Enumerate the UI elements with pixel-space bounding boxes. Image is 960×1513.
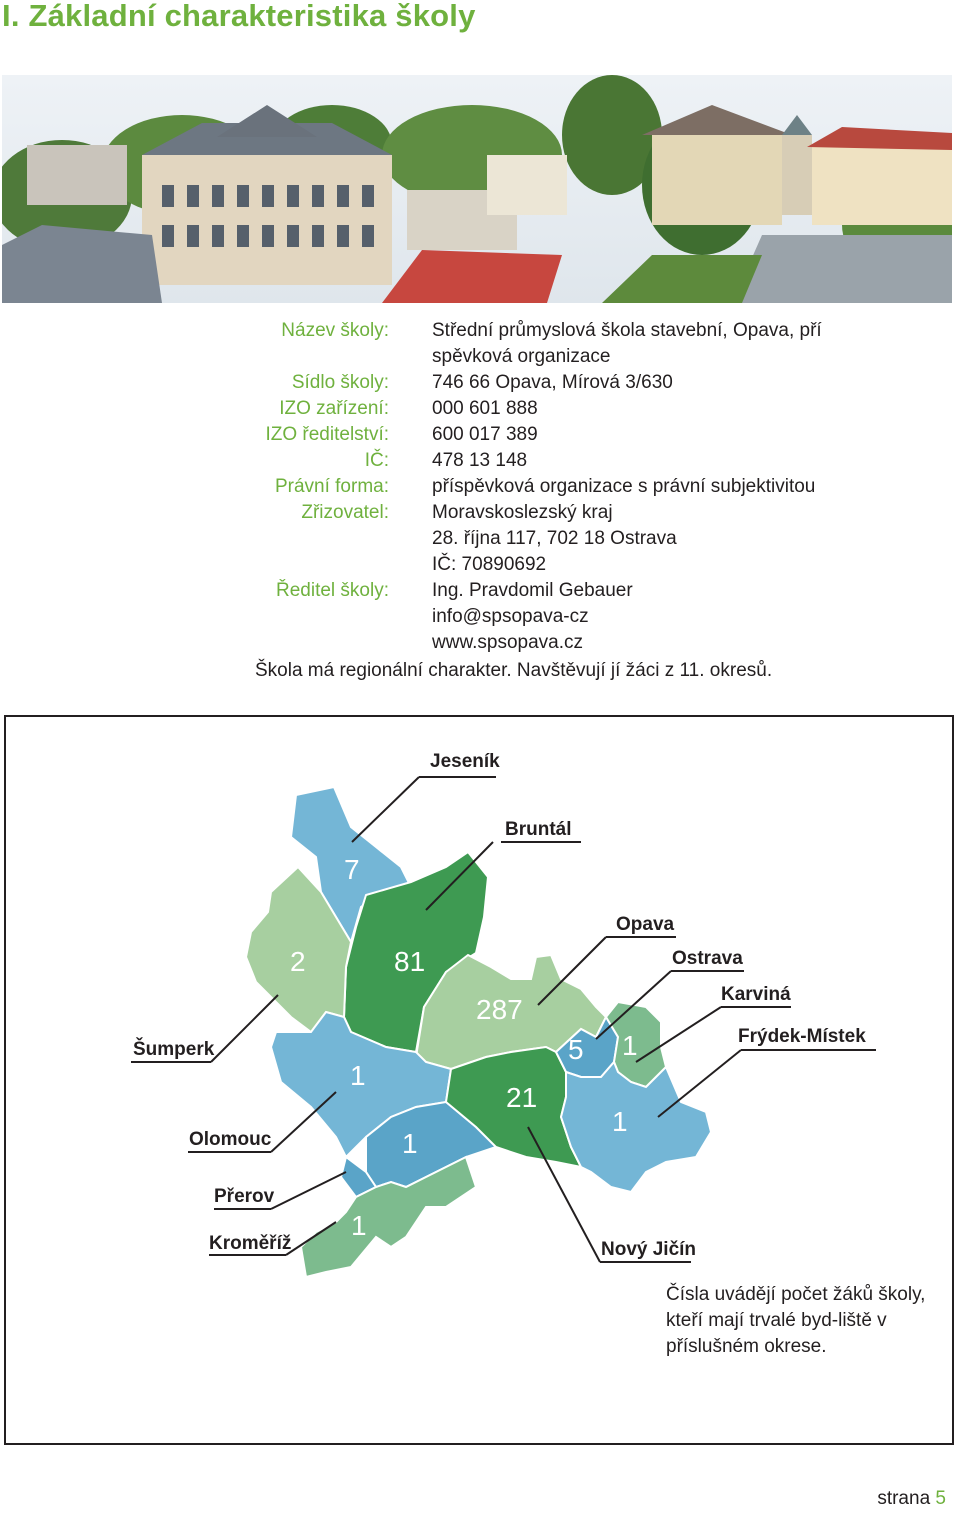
info-value: příspěvková organizace s právní subjektivitou (432, 476, 816, 497)
count-novy-jicin: 21 (506, 1082, 538, 1113)
info-label: Sídlo školy: (291, 372, 389, 393)
info-row (0, 370, 960, 396)
count-jesenik: 7 (344, 854, 360, 885)
label-karvina: Karviná (721, 984, 791, 1005)
label-prerov: Přerov (214, 1186, 275, 1207)
count-bruntal: 81 (394, 946, 426, 977)
info-row (0, 552, 960, 578)
info-row (0, 526, 960, 552)
page-heading: I. Základní charakteristika školy (2, 0, 476, 33)
info-value: Moravskoslezský kraj (432, 502, 613, 523)
info-row (0, 474, 960, 500)
info-value: IČ: 70890692 (432, 554, 547, 575)
label-ostrava: Ostrava (672, 948, 743, 969)
map-caption: Čísla uvádějí počet žáků školy, kteří mají trvalé byd-liště v příslušném okrese. (666, 1284, 926, 1357)
school-info (0, 318, 960, 656)
regional-note: Škola má regionální charakter. Navštěvují jí žáci z 11. okresů. (255, 660, 773, 681)
count-frydek-mistek: 1 (612, 1106, 628, 1137)
count-sumperk: 2 (290, 946, 306, 977)
label-opava: Opava (616, 914, 675, 935)
label-novy-jicin: Nový Jičín (601, 1239, 697, 1260)
info-label: Ředitel školy: (276, 580, 389, 601)
label-sumperk: Šumperk (133, 1039, 215, 1060)
footer-label: strana (877, 1488, 931, 1509)
school-photo (2, 75, 952, 303)
info-label: Název školy: (281, 320, 389, 341)
count-ostrava: 5 (568, 1034, 584, 1065)
label-bruntal: Bruntál (505, 819, 572, 840)
count-olomouc: 1 (350, 1060, 366, 1091)
label-jesenik: Jeseník (430, 751, 500, 772)
district-map (4, 715, 954, 1445)
info-value: 746 66 Opava, Mírová 3/630 (432, 372, 673, 393)
info-row (0, 396, 960, 422)
info-row (0, 422, 960, 448)
count-karvina: 1 (622, 1030, 638, 1061)
info-value: 000 601 888 (432, 398, 538, 419)
info-value: spěvková organizace (432, 346, 611, 367)
info-row (0, 500, 960, 526)
info-value: Ing. Pravdomil Gebauer (432, 580, 633, 601)
count-prerov: 1 (402, 1128, 418, 1159)
info-label: IZO zařízení: (279, 398, 389, 419)
label-olomouc: Olomouc (189, 1129, 272, 1150)
info-row (0, 344, 960, 370)
count-opava: 287 (476, 994, 523, 1025)
info-label: Právní forma: (274, 476, 389, 497)
info-row (0, 578, 960, 604)
info-row (0, 630, 960, 656)
info-value: 478 13 148 (432, 450, 528, 471)
info-label: Zřizovatel: (301, 502, 389, 523)
label-frydek-mistek: Frýdek-Místek (738, 1026, 866, 1047)
info-label: IZO ředitelství: (265, 424, 389, 445)
count-kromeriz: 1 (351, 1210, 367, 1241)
info-row (0, 604, 960, 630)
info-row (0, 448, 960, 474)
label-kromeriz: Kroměříž (209, 1233, 292, 1254)
info-value: www.spsopava.cz (432, 632, 584, 653)
info-value: info@spsopava-cz (432, 606, 589, 627)
page-footer (877, 1488, 946, 1510)
info-value: 600 017 389 (432, 424, 538, 445)
info-value: Střední průmyslová škola stavební, Opava, pří (432, 320, 822, 341)
page-number: 5 (935, 1488, 946, 1509)
info-label: IČ: (364, 450, 389, 471)
info-value: 28. října 117, 702 18 Ostrava (432, 528, 677, 549)
info-row (0, 318, 960, 344)
